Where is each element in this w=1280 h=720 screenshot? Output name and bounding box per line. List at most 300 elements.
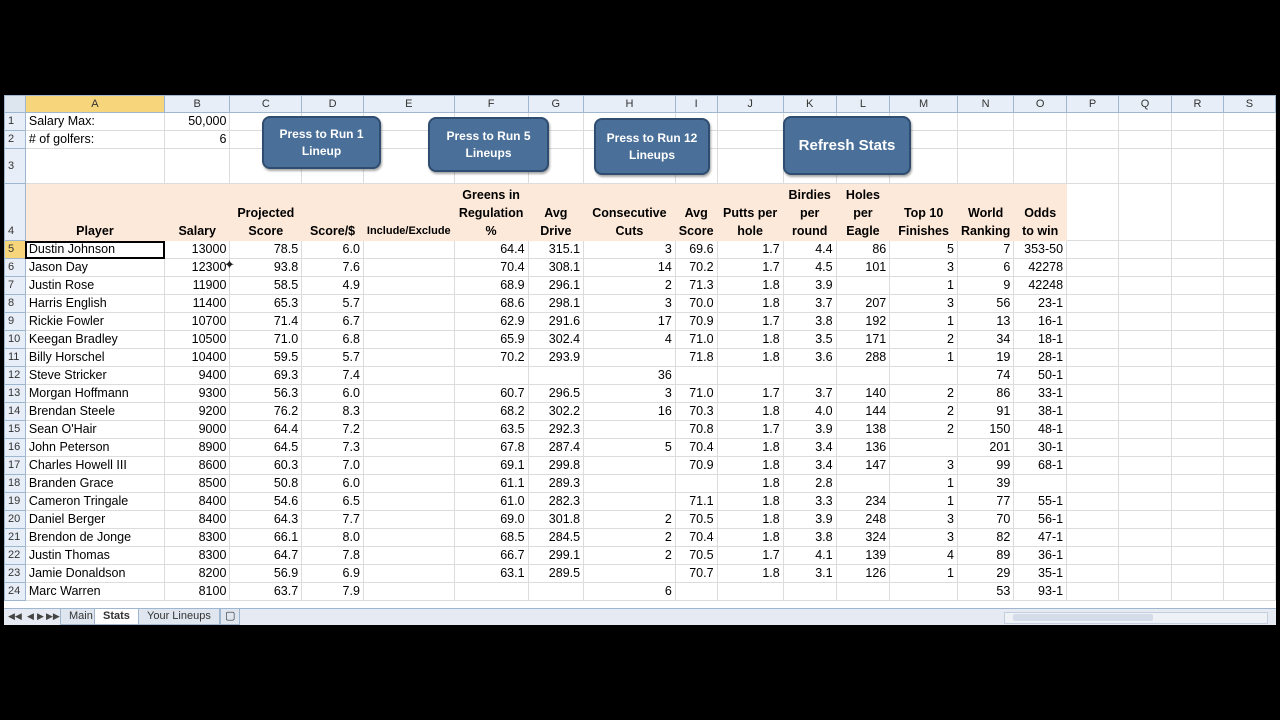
first-sheet-icon[interactable]: ◀◀ [8,611,22,621]
cell[interactable] [1223,565,1275,583]
cell[interactable]: 1.8 [717,493,783,511]
cell[interactable]: 68.2 [454,403,528,421]
cell[interactable]: 64.5 [230,439,302,457]
cell[interactable] [1171,331,1223,349]
cell[interactable]: 5.7 [302,349,364,367]
cell[interactable]: 77 [957,493,1013,511]
cell[interactable] [1223,149,1275,184]
cell[interactable] [1171,511,1223,529]
cell[interactable]: 14 [584,259,676,277]
cell[interactable]: Dustin Johnson [25,241,164,259]
cell[interactable]: 2 [584,277,676,295]
cell[interactable]: 70.0 [675,295,717,313]
cell[interactable]: 6 [957,259,1013,277]
row-header[interactable]: 7 [5,277,26,295]
cell[interactable] [363,547,454,565]
cell[interactable]: 7.2 [302,421,364,439]
cell[interactable]: 70.4 [454,259,528,277]
cell[interactable] [363,403,454,421]
cell[interactable]: 66.7 [454,547,528,565]
cell[interactable]: 3 [584,295,676,313]
cell[interactable] [1171,439,1223,457]
cell[interactable]: Salary Max: [25,113,164,131]
row-header[interactable]: 18 [5,475,26,493]
cell[interactable]: 2.8 [783,475,836,493]
cell[interactable]: 192 [836,313,890,331]
cell[interactable] [1171,493,1223,511]
cell[interactable]: 126 [836,565,890,583]
run-12-lineups-button[interactable]: Press to Run 12 Lineups [594,118,710,175]
cell[interactable] [836,367,890,385]
column-header[interactable]: Q [1119,96,1172,113]
cell[interactable] [363,349,454,367]
cell[interactable]: 33-1 [1014,385,1067,403]
row-header[interactable]: 12 [5,367,26,385]
cell[interactable]: 3 [890,457,958,475]
cell[interactable] [1119,313,1172,331]
cell[interactable]: 5.7 [302,295,364,313]
column-header[interactable]: P [1067,96,1119,113]
cell[interactable] [1171,313,1223,331]
cell[interactable]: 89 [957,547,1013,565]
cell[interactable]: 13 [957,313,1013,331]
cell[interactable]: 70.3 [675,403,717,421]
cell[interactable]: 67.8 [454,439,528,457]
cell[interactable] [584,349,676,367]
cell[interactable]: Daniel Berger [25,511,164,529]
cell[interactable] [957,113,1013,131]
cell[interactable] [528,367,584,385]
cell[interactable]: 12300 [165,259,230,277]
cell[interactable]: 8600 [165,457,230,475]
cell[interactable]: 2 [890,403,958,421]
cell[interactable] [1067,277,1119,295]
cell[interactable]: 93.8 [230,259,302,277]
row-header[interactable]: 13 [5,385,26,403]
cell[interactable]: 60.3 [230,457,302,475]
cell[interactable]: 1 [890,565,958,583]
cell[interactable]: 101 [836,259,890,277]
cell[interactable]: 6 [584,583,676,601]
cell[interactable] [957,149,1013,184]
cell[interactable] [363,583,454,601]
cell[interactable]: 9300 [165,385,230,403]
cell[interactable]: Morgan Hoffmann [25,385,164,403]
cell[interactable]: 6.8 [302,331,364,349]
cell[interactable]: 3.9 [783,511,836,529]
cell[interactable]: 299.1 [528,547,584,565]
cell[interactable]: 70.2 [454,349,528,367]
cell[interactable] [1067,331,1119,349]
cell[interactable]: 56 [957,295,1013,313]
cell[interactable] [836,583,890,601]
row-header[interactable]: 20 [5,511,26,529]
cell[interactable] [1171,583,1223,601]
cell[interactable]: 99 [957,457,1013,475]
cell[interactable]: 8400 [165,511,230,529]
cell[interactable] [1223,385,1275,403]
cell[interactable]: 71.1 [675,493,717,511]
column-header[interactable]: M [890,96,958,113]
cell[interactable]: 38-1 [1014,403,1067,421]
cell[interactable]: 3.8 [783,529,836,547]
cell[interactable]: 3.1 [783,565,836,583]
cell[interactable] [363,511,454,529]
cell[interactable] [1119,493,1172,511]
cell[interactable] [363,313,454,331]
cell[interactable]: 1 [890,277,958,295]
row-header[interactable]: 6 [5,259,26,277]
horizontal-scrollbar[interactable] [1004,612,1268,624]
row-header[interactable]: 3 [5,149,26,184]
cell[interactable] [1171,259,1223,277]
row-header[interactable]: 19 [5,493,26,511]
cell[interactable] [675,583,717,601]
cell[interactable]: 63.5 [454,421,528,439]
cell[interactable]: 70.9 [675,457,717,475]
cell[interactable] [1067,493,1119,511]
cell[interactable]: 8400 [165,493,230,511]
cell[interactable]: 58.5 [230,277,302,295]
cell[interactable]: 2 [890,385,958,403]
cell[interactable] [1171,295,1223,313]
cell[interactable] [584,421,676,439]
cell[interactable]: 1.8 [717,439,783,457]
cell[interactable]: 7.7 [302,511,364,529]
row-header[interactable]: 10 [5,331,26,349]
cell[interactable]: 1.7 [717,547,783,565]
cell[interactable] [363,475,454,493]
cell[interactable]: 60.7 [454,385,528,403]
cell[interactable]: 7.3 [302,439,364,457]
cell[interactable]: John Peterson [25,439,164,457]
cell[interactable]: 7 [957,241,1013,259]
cell[interactable] [1067,149,1119,184]
cell[interactable]: 324 [836,529,890,547]
cell[interactable]: 1.7 [717,241,783,259]
cell[interactable]: 3.4 [783,457,836,475]
cell[interactable]: 1.8 [717,331,783,349]
cell[interactable]: 91 [957,403,1013,421]
cell[interactable]: 8300 [165,547,230,565]
cell[interactable]: 42248 [1014,277,1067,295]
cell[interactable]: 68-1 [1014,457,1067,475]
cell[interactable]: 1 [890,493,958,511]
cell[interactable] [1014,131,1067,149]
cell[interactable]: 70.8 [675,421,717,439]
cell[interactable]: 234 [836,493,890,511]
cell[interactable]: 150 [957,421,1013,439]
cell[interactable] [363,259,454,277]
cell[interactable] [584,457,676,475]
cell[interactable]: 5 [584,439,676,457]
cell[interactable]: 36-1 [1014,547,1067,565]
cell[interactable] [1067,241,1119,259]
cell[interactable] [957,131,1013,149]
column-header[interactable]: K [783,96,836,113]
cell[interactable] [363,367,454,385]
cell[interactable] [1067,131,1119,149]
cell[interactable]: 64.4 [454,241,528,259]
run-1-lineup-button[interactable]: Press to Run 1 Lineup [262,116,381,169]
cell[interactable]: 39 [957,475,1013,493]
cell[interactable]: 3.4 [783,439,836,457]
cell[interactable]: 28-1 [1014,349,1067,367]
row-header[interactable]: 11 [5,349,26,367]
row-header[interactable]: 16 [5,439,26,457]
cell[interactable] [836,475,890,493]
cell[interactable]: 70 [957,511,1013,529]
cell[interactable] [584,493,676,511]
cell[interactable] [1014,475,1067,493]
cell[interactable]: 1.7 [717,259,783,277]
cell[interactable]: 4.1 [783,547,836,565]
cell[interactable] [1067,439,1119,457]
tab-your-lineups[interactable]: Your Lineups [138,609,220,625]
row-header[interactable]: 2 [5,131,26,149]
cell[interactable]: Jamie Donaldson [25,565,164,583]
cell[interactable]: 70.5 [675,511,717,529]
row-header[interactable]: 5 [5,241,26,259]
cell[interactable]: 3.9 [783,421,836,439]
cell[interactable]: 8100 [165,583,230,601]
cell[interactable]: 50.8 [230,475,302,493]
cell[interactable]: 23-1 [1014,295,1067,313]
cell[interactable] [1119,113,1172,131]
cell[interactable]: 7.6 [302,259,364,277]
cell[interactable]: 10500 [165,331,230,349]
cell[interactable] [1223,583,1275,601]
column-header[interactable]: A [25,96,164,113]
cell[interactable]: 1.8 [717,475,783,493]
cell[interactable]: 71.4 [230,313,302,331]
cell[interactable] [1119,349,1172,367]
cell[interactable] [1067,583,1119,601]
cell[interactable] [1223,131,1275,149]
cell[interactable]: 2 [890,331,958,349]
cell[interactable]: 69.3 [230,367,302,385]
cell[interactable] [363,295,454,313]
cell[interactable] [1171,457,1223,475]
cell[interactable] [1171,149,1223,184]
cell[interactable]: 86 [957,385,1013,403]
cell[interactable]: 4.4 [783,241,836,259]
cell[interactable]: 10400 [165,349,230,367]
cell[interactable] [717,149,783,184]
cell[interactable] [363,493,454,511]
cell[interactable] [1067,421,1119,439]
column-header[interactable]: E [363,96,454,113]
cell[interactable]: 6 [165,131,230,149]
cell[interactable] [1223,475,1275,493]
column-header[interactable]: G [528,96,584,113]
cell[interactable] [1223,184,1275,241]
cell[interactable] [1171,385,1223,403]
cell[interactable]: 353-50 [1014,241,1067,259]
cell[interactable]: 71.0 [675,385,717,403]
cell[interactable]: Keegan Bradley [25,331,164,349]
cell[interactable] [1171,349,1223,367]
cell[interactable] [1223,367,1275,385]
cell[interactable]: 55-1 [1014,493,1067,511]
cell[interactable]: 147 [836,457,890,475]
cell[interactable]: 171 [836,331,890,349]
cell[interactable]: 4.9 [302,277,364,295]
cell[interactable] [584,565,676,583]
cell[interactable]: 136 [836,439,890,457]
cell[interactable]: 3.3 [783,493,836,511]
cell[interactable]: 1 [890,349,958,367]
cell[interactable]: 3 [890,511,958,529]
cell[interactable]: 70.4 [675,529,717,547]
cell[interactable]: 9400 [165,367,230,385]
cell[interactable]: 3 [890,295,958,313]
cell[interactable]: 301.8 [528,511,584,529]
cell[interactable] [25,149,164,184]
last-sheet-icon[interactable]: ▶▶ [46,611,60,621]
cell[interactable]: 71.0 [230,331,302,349]
row-header[interactable]: 22 [5,547,26,565]
cell[interactable]: 292.3 [528,421,584,439]
cell[interactable] [1067,259,1119,277]
cell[interactable] [1119,241,1172,259]
cell[interactable]: Branden Grace [25,475,164,493]
cell[interactable]: 70.7 [675,565,717,583]
cell[interactable] [783,583,836,601]
cell[interactable] [1119,457,1172,475]
cell[interactable]: 4.0 [783,403,836,421]
cell[interactable]: 64.7 [230,547,302,565]
cell[interactable] [717,113,783,131]
cell[interactable]: 9 [957,277,1013,295]
next-sheet-icon[interactable]: ▶ [37,611,44,621]
cell[interactable]: 11400 [165,295,230,313]
cell[interactable] [1067,184,1119,241]
cell[interactable]: 9200 [165,403,230,421]
cell[interactable] [1067,113,1119,131]
cell[interactable] [1223,277,1275,295]
column-header[interactable]: I [675,96,717,113]
cell[interactable]: 53 [957,583,1013,601]
cell[interactable] [363,457,454,475]
cell[interactable]: 282.3 [528,493,584,511]
cell[interactable] [1119,295,1172,313]
column-header[interactable]: J [717,96,783,113]
row-header[interactable]: 17 [5,457,26,475]
cell[interactable] [717,583,783,601]
cell[interactable] [1171,113,1223,131]
cell[interactable]: 7.4 [302,367,364,385]
cell[interactable] [1223,457,1275,475]
row-header[interactable]: 9 [5,313,26,331]
cell[interactable]: 71.8 [675,349,717,367]
cell[interactable]: 1.7 [717,313,783,331]
cell[interactable]: 4.5 [783,259,836,277]
cell[interactable]: 296.1 [528,277,584,295]
cell[interactable]: 17 [584,313,676,331]
cell[interactable] [1119,277,1172,295]
cell[interactable]: 18-1 [1014,331,1067,349]
cell[interactable] [1119,385,1172,403]
cell[interactable]: Brendon de Jonge [25,529,164,547]
cell[interactable]: 6.0 [302,475,364,493]
cell[interactable] [675,367,717,385]
cell[interactable]: 2 [584,511,676,529]
cell[interactable] [1223,511,1275,529]
column-header[interactable]: N [957,96,1013,113]
cell[interactable] [1223,493,1275,511]
column-header[interactable]: F [454,96,528,113]
cell[interactable]: 3 [584,241,676,259]
cell[interactable]: 289.5 [528,565,584,583]
cell[interactable]: 19 [957,349,1013,367]
cell[interactable]: 68.6 [454,295,528,313]
cell[interactable]: 8900 [165,439,230,457]
cell[interactable]: 47-1 [1014,529,1067,547]
cell[interactable] [1223,403,1275,421]
cell[interactable]: 70.5 [675,547,717,565]
cell[interactable]: 13000 [165,241,230,259]
cell[interactable]: 315.1 [528,241,584,259]
cell[interactable]: 1.8 [717,529,783,547]
cell[interactable]: 48-1 [1014,421,1067,439]
cell[interactable]: 93-1 [1014,583,1067,601]
cell[interactable]: 7.9 [302,583,364,601]
column-header[interactable]: S [1223,96,1275,113]
cell[interactable] [836,277,890,295]
cell[interactable] [1171,277,1223,295]
cell[interactable]: 76.2 [230,403,302,421]
cell[interactable]: 3 [890,529,958,547]
cell[interactable] [454,367,528,385]
cell[interactable] [890,439,958,457]
cell[interactable]: 2 [584,547,676,565]
cell[interactable] [1014,113,1067,131]
cell[interactable]: 8200 [165,565,230,583]
cell[interactable] [1223,241,1275,259]
cell[interactable] [1119,565,1172,583]
cell[interactable]: 1 [890,475,958,493]
cell[interactable]: 296.5 [528,385,584,403]
cell[interactable] [1067,475,1119,493]
tab-main[interactable]: Main [60,609,102,625]
cell[interactable] [1067,385,1119,403]
cell[interactable] [363,565,454,583]
row-header[interactable]: 21 [5,529,26,547]
cell[interactable]: Harris English [25,295,164,313]
cell[interactable]: 5 [890,241,958,259]
cell[interactable]: 287.4 [528,439,584,457]
cell[interactable]: 4 [890,547,958,565]
cell[interactable]: 36 [584,367,676,385]
insert-sheet-icon[interactable]: ▢ [220,609,240,625]
cell[interactable]: 1.8 [717,349,783,367]
cell[interactable]: 1.8 [717,457,783,475]
cell[interactable]: 1 [890,313,958,331]
cell[interactable] [1119,184,1172,241]
cell[interactable]: 71.3 [675,277,717,295]
cell[interactable] [1171,403,1223,421]
row-header[interactable]: 1 [5,113,26,131]
cell[interactable]: 74 [957,367,1013,385]
refresh-stats-button[interactable]: Refresh Stats [783,116,911,175]
cell[interactable]: 35-1 [1014,565,1067,583]
cell[interactable]: # of golfers: [25,131,164,149]
cell[interactable]: 64.3 [230,511,302,529]
cell[interactable]: 6.7 [302,313,364,331]
row-header[interactable]: 4 [5,184,26,241]
cell[interactable]: 63.7 [230,583,302,601]
